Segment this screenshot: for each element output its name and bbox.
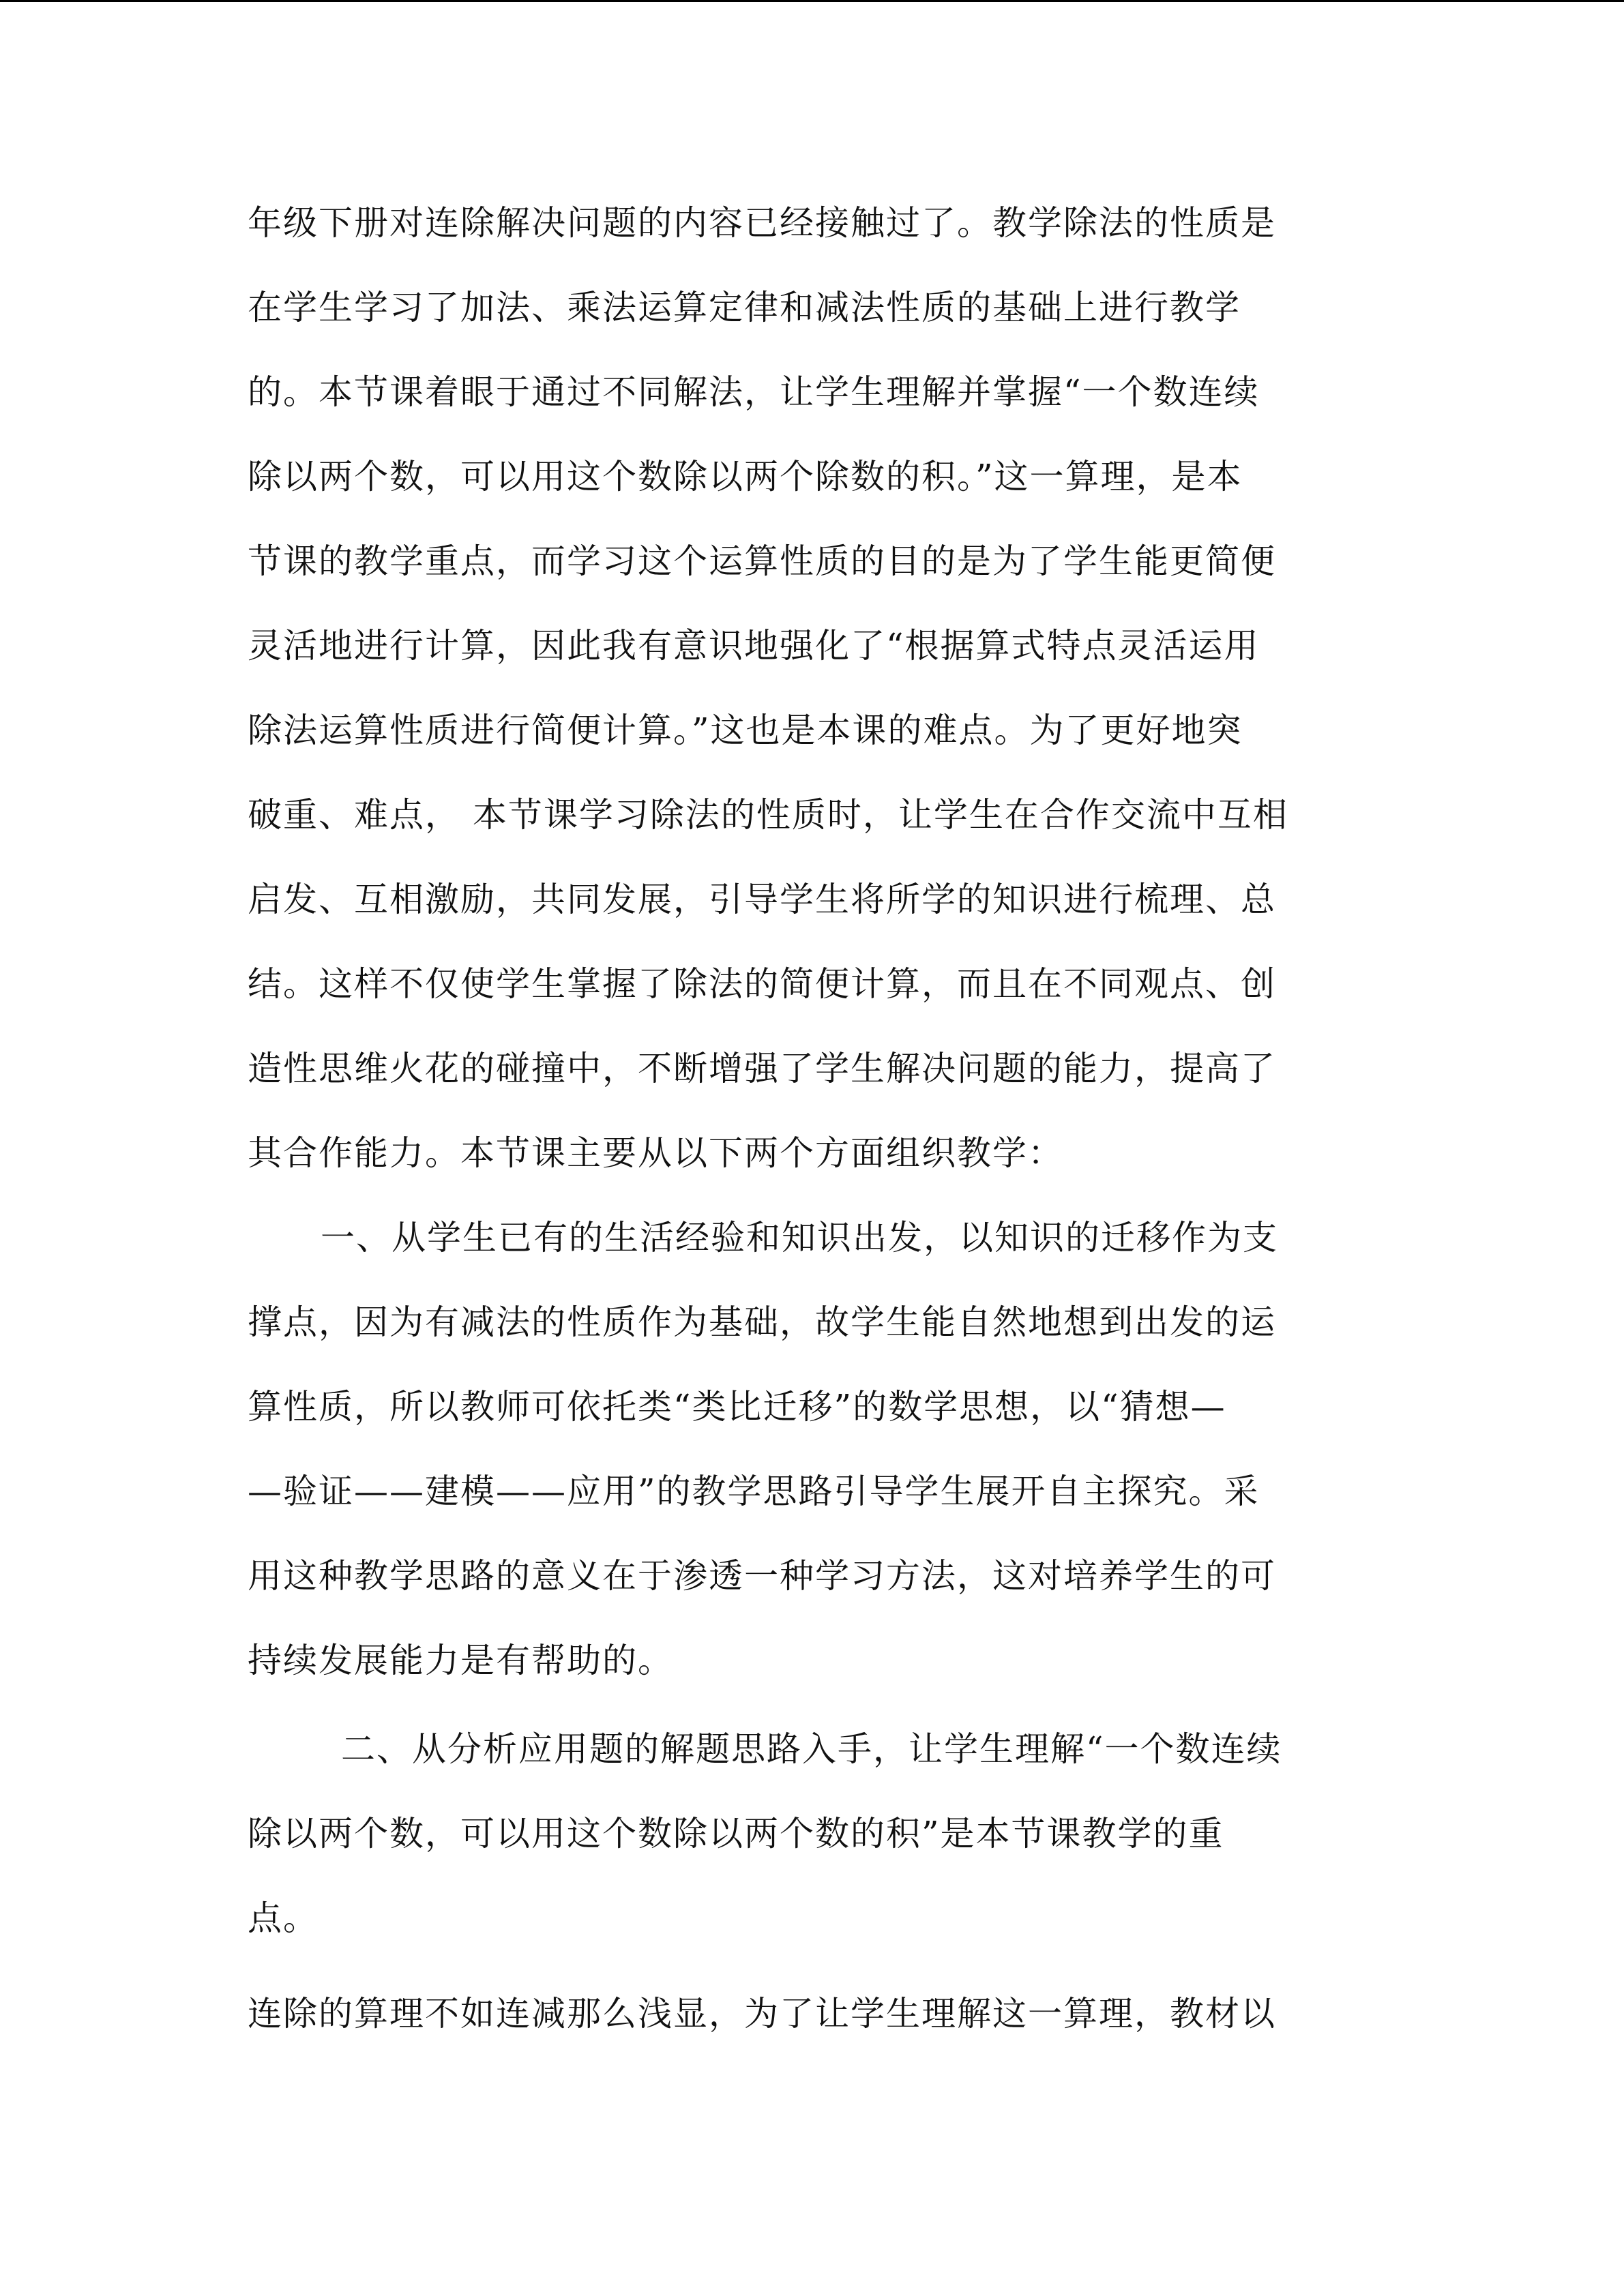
text-line: 持续发展能力是有帮助的。 [248,1641,673,1680]
text-line: 连除的算理不如连减那么浅显，为了让学生理解这一算理，教材以 [248,1994,1276,2033]
text-line: 灵活地进行计算，因此我有意识地强化了“根据算式特点灵活运用 [248,626,1260,666]
paragraph-one-start: 一、从学生已有的生活经验和知识出发，以知识的迁移作为支 [321,1218,1278,1257]
text-line: 点。 [248,1898,319,1938]
text-line: 结。这样不仅使学生掌握了除法的简便计算，而且在不同观点、创 [248,964,1276,1004]
text-line: 除以两个数，可以用这个数除以两个数的积”是本节课教学的重 [248,1814,1224,1853]
paragraph-two-start: 二、从分析应用题的解题思路入手，让学生理解“一个数连续 [341,1729,1282,1769]
text-line: —验证——建模——应用”的教学思路引导学生展开自主探究。采 [248,1472,1260,1511]
text-line: 的。本节课着眼于通过不同解法，让学生理解并掌握“一个数连续 [248,372,1260,412]
text-line: 用这种教学思路的意义在于渗透一种学习方法，这对培养学生的可 [248,1556,1276,1596]
text-line: 破重、难点， 本节课学习除法的性质时，让学生在合作交流中互相 [248,795,1288,835]
text-line: 年级下册对连除解决问题的内容已经接触过了。教学除法的性质是 [248,203,1276,243]
text-line: 在学生学习了加法、乘法运算定律和减法性质的基础上进行教学 [248,288,1241,327]
text-line: 节课的教学重点，而学习这个运算性质的目的是为了学生能更简便 [248,541,1276,581]
text-line: 启发、互相激励，共同发展，引导学生将所学的知识进行梳理、总 [248,880,1276,919]
text-line: 除以两个数，可以用这个数除以两个除数的积。”这一算理，是本 [248,457,1243,496]
text-line: 算性质，所以教师可依托类“类比迁移”的数学思想，以“猜想— [248,1387,1226,1427]
text-line: 造性思维火花的碰撞中，不断增强了学生解决问题的能力，提高了 [248,1049,1276,1088]
text-line: 除法运算性质进行简便计算。”这也是本课的难点。为了更好地突 [248,711,1243,750]
text-line: 撑点，因为有减法的性质作为基础，故学生能自然地想到出发的运 [248,1302,1276,1342]
text-line: 其合作能力。本节课主要从以下两个方面组织教学： [248,1133,1063,1173]
